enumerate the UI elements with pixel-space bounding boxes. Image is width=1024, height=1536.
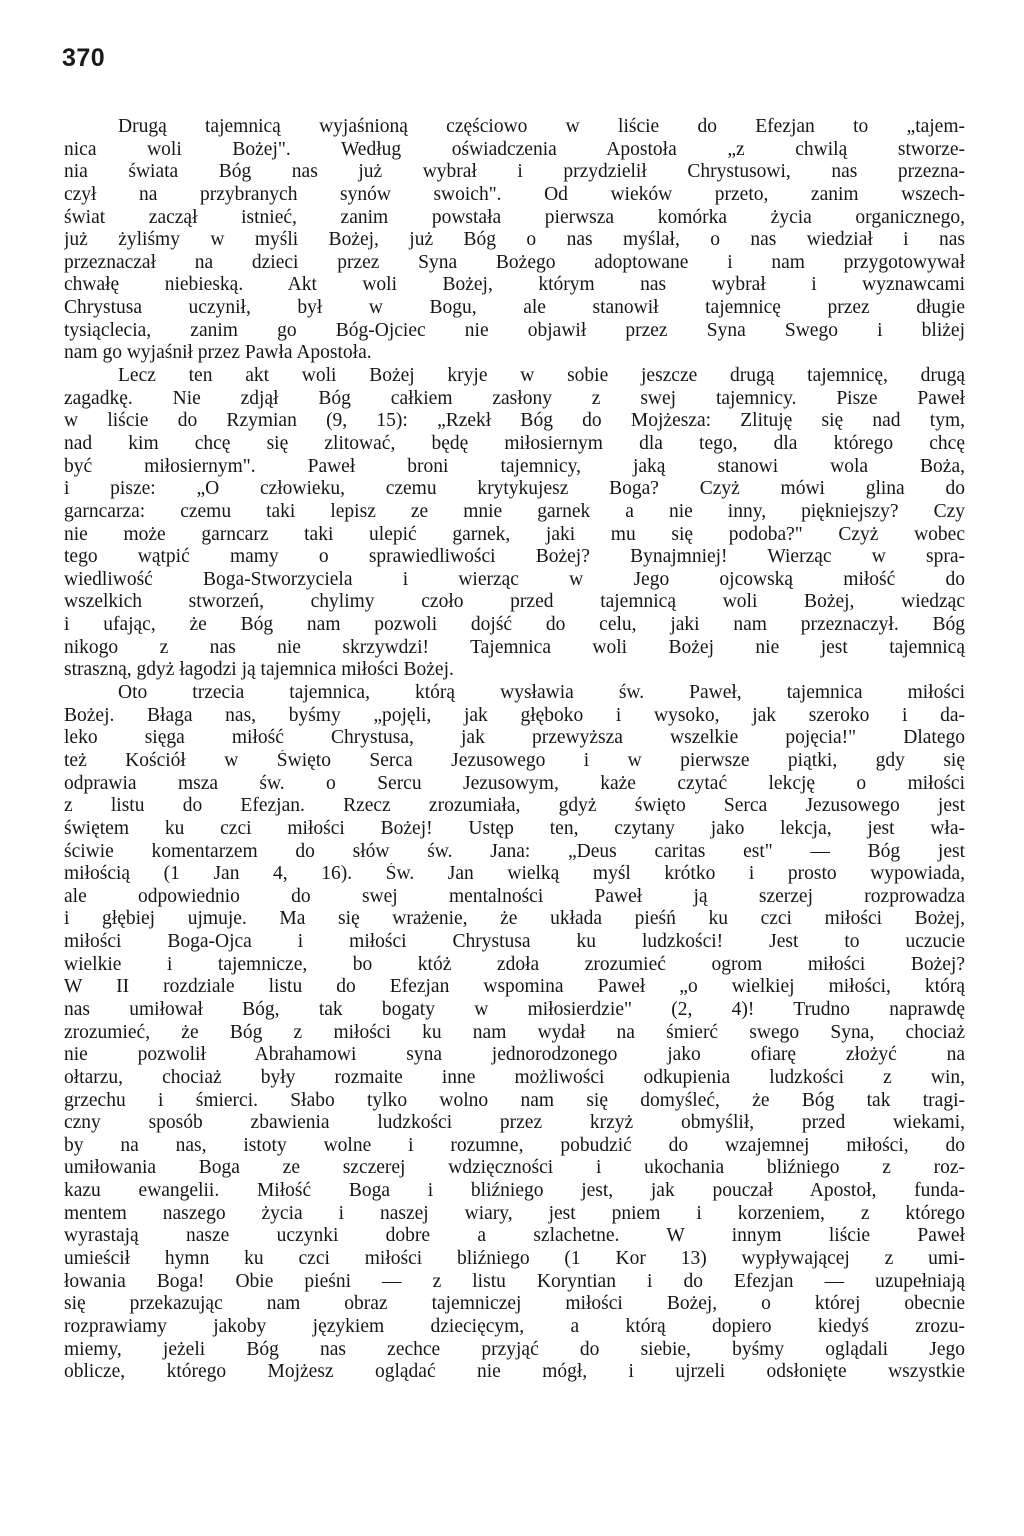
text-line: i ufając, że Bóg nam pozwoli dojść do celu, jaki nam przeznaczył. Bóg xyxy=(64,614,965,636)
text-line: zrozumieć, że Bóg z miłości ku nam wydał na śmierć swego Syna, chociaż xyxy=(64,1021,965,1043)
text-line: grzechu i śmierci. Słabo tylko wolno nam się domyśleć, że Bóg tak tragi- xyxy=(64,1089,965,1111)
text-line: garncarza: czemu taki lepisz ze mnie garnek a nie inny, piękniejszy? Czy xyxy=(64,500,965,522)
text-line: wyrastają nasze uczynki dobre a szlachetne. W innym liście Paweł xyxy=(64,1225,965,1247)
text-line: świat zaczął istnieć, zanim powstała pierwsza komórka życia organicznego, xyxy=(64,206,965,228)
text-line: Lecz ten akt woli Bożej kryje w sobie jeszcze drugą tajemnicę, drugą xyxy=(118,365,965,387)
text-line: straszną, gdyż łagodzi ją tajemnica miłości Bożej. xyxy=(64,659,454,681)
text-line: odprawia msza św. o Sercu Jezusowym, każe czytać lekcję o miłości xyxy=(64,772,965,794)
text-line: oblicze, którego Mojżesz oglądać nie mógł, i ujrzeli odsłonięte wszystkie xyxy=(64,1361,965,1383)
text-line: tego wątpić mamy o sprawiedliwości Bożej? Bynajmniej! Wierząc w spra- xyxy=(64,546,965,568)
text-line: wiedliwość Boga-Stworzyciela i wierząc w Jego ojcowską miłość do xyxy=(64,568,965,590)
text-line: wszelkich stworzeń, chylimy czoło przed tajemnicą woli Bożej, wiedząc xyxy=(64,591,965,613)
text-line: być miłosiernym". Paweł broni tajemnicy, jaką stanowi wola Boża, xyxy=(64,455,965,477)
text-line: nia świata Bóg nas już wybrał i przydzielił Chrystusowi, nas przezna- xyxy=(64,161,965,183)
text-line: łowania Boga! Obie pieśni — z listu Koryntian i do Efezjan — uzupełniają xyxy=(64,1270,965,1292)
text-line: Bożej. Błaga nas, byśmy „pojęli, jak głęboko i wysoko, jak szeroko i da- xyxy=(64,704,965,726)
text-line: nica woli Bożej". Według oświadczenia Apostoła „z chwilą stworze- xyxy=(64,138,965,160)
text-line: nad kim chcę się zlitować, będę miłosiernym dla tego, dla którego chcę xyxy=(64,432,965,454)
text-line: ołtarzu, chociaż były rozmaite inne możliwości odkupienia ludzkości z win, xyxy=(64,1066,965,1088)
text-line: wielkie i tajemnicze, bo któż zdoła zrozumieć ogrom miłości Bożej? xyxy=(64,953,965,975)
text-line: i głębiej ujmuje. Ma się wrażenie, że układa pieśń ku czci miłości Bożej, xyxy=(64,908,965,930)
text-line: już żyliśmy w myśli Bożej, już Bóg o nas myślał, o nas wiedział i nas xyxy=(64,229,965,251)
text-line: umieścił hymn ku czci miłości bliźniego (1 Kor 13) wypływającej z umi- xyxy=(64,1248,965,1270)
text-line: czny sposób zbawienia ludzkości przez krzyż obmyślił, przed wiekami, xyxy=(64,1112,965,1134)
text-line: miłością (1 Jan 4, 16). Św. Jan wielką myśl krótko i prosto wypowiada, xyxy=(64,863,965,885)
page-number: 370 xyxy=(62,44,106,72)
text-line: rozprawiamy jakoby językiem dziecięcym, a którą dopiero kiedyś zrozu- xyxy=(64,1315,965,1337)
text-line: zagadkę. Nie zdjął Bóg całkiem zasłony z swej tajemnicy. Pisze Paweł xyxy=(64,387,965,409)
text-line: Drugą tajemnicą wyjaśnioną częściowo w liście do Efezjan to „tajem- xyxy=(118,116,965,137)
text-line: mentem naszego życia i naszej wiary, jest pniem i korzeniem, z którego xyxy=(64,1202,965,1224)
text-line: miłości Boga-Ojca i miłości Chrystusa ku ludzkości! Jest to uczucie xyxy=(64,931,965,953)
text-line: przeznaczał na dzieci przez Syna Bożego adoptowane i nam przygotowywał xyxy=(64,251,965,273)
text-line: miemy, jeżeli Bóg nas zechce przyjąć do siebie, byśmy oglądali Jego xyxy=(64,1338,965,1360)
text-line: się przekazując nam obraz tajemniczej miłości Bożej, o której obecnie xyxy=(64,1293,965,1315)
text-line: Oto trzecia tajemnica, którą wysławia św. Paweł, tajemnica miłości xyxy=(118,682,965,704)
text-line: nam go wyjaśnił przez Pawła Apostoła. xyxy=(64,342,372,364)
text-line: Chrystusa uczynił, był w Bogu, ale stanowił tajemnicę przez długie xyxy=(64,297,965,319)
body-text xyxy=(64,116,965,1496)
text-line: leko sięga miłość Chrystusa, jak przewyższa wszelkie pojęcia!" Dlatego xyxy=(64,727,965,749)
text-line: by na nas, istoty wolne i rozumne, pobudzić do wzajemnej miłości, do xyxy=(64,1134,965,1156)
text-line: czył na przybranych synów swoich". Od wieków przeto, zanim wszech- xyxy=(64,183,965,205)
text-line: umiłowania Boga ze szczerej wdzięczności i ukochania bliźniego z roz- xyxy=(64,1157,965,1179)
text-line: też Kościół w Święto Serca Jezusowego i w pierwsze piątki, gdy się xyxy=(64,749,965,771)
text-line: ale odpowiednio do swej mentalności Paweł ją szerzej rozprowadza xyxy=(64,885,965,907)
text-line: nie może garncarz taki ulepić garnek, jaki mu się podoba?" Czyż wobec xyxy=(64,523,965,545)
text-line: z listu do Efezjan. Rzecz zrozumiała, gdyż święto Serca Jezusowego jest xyxy=(64,795,965,817)
text-line: W II rozdziale listu do Efezjan wspomina Paweł „o wielkiej miłości, którą xyxy=(64,976,965,998)
text-line: ściwie komentarzem do słów św. Jana: „Deus caritas est" — Bóg jest xyxy=(64,840,965,862)
text-line: nikogo z nas nie skrzywdzi! Tajemnica woli Bożej nie jest tajemnicą xyxy=(64,636,965,658)
text-line: nie pozwolił Abrahamowi syna jednorodzonego jako ofiarę złożyć na xyxy=(64,1044,965,1066)
text-line: i pisze: „O człowieku, czemu krytykujesz Boga? Czyż mówi glina do xyxy=(64,478,965,500)
text-line: w liście do Rzymian (9, 15): „Rzekł Bóg do Mojżesza: Zlituję się nad tym, xyxy=(64,410,965,432)
text-line: świętem ku czci miłości Bożej! Ustęp ten, czytany jako lekcja, jest wła- xyxy=(64,817,965,839)
text-line: chwałę niebieską. Akt woli Bożej, którym nas wybrał i wyznawcami xyxy=(64,274,965,296)
text-line: nas umiłował Bóg, tak bogaty w miłosierdzie" (2, 4)! Trudno naprawdę xyxy=(64,998,965,1020)
text-line: kazu ewangelii. Miłość Boga i bliźniego jest, jak pouczał Apostoł, funda- xyxy=(64,1180,965,1202)
text-line: tysiąclecia, zanim go Bóg-Ojciec nie objawił przez Syna Swego i bliżej xyxy=(64,319,965,341)
